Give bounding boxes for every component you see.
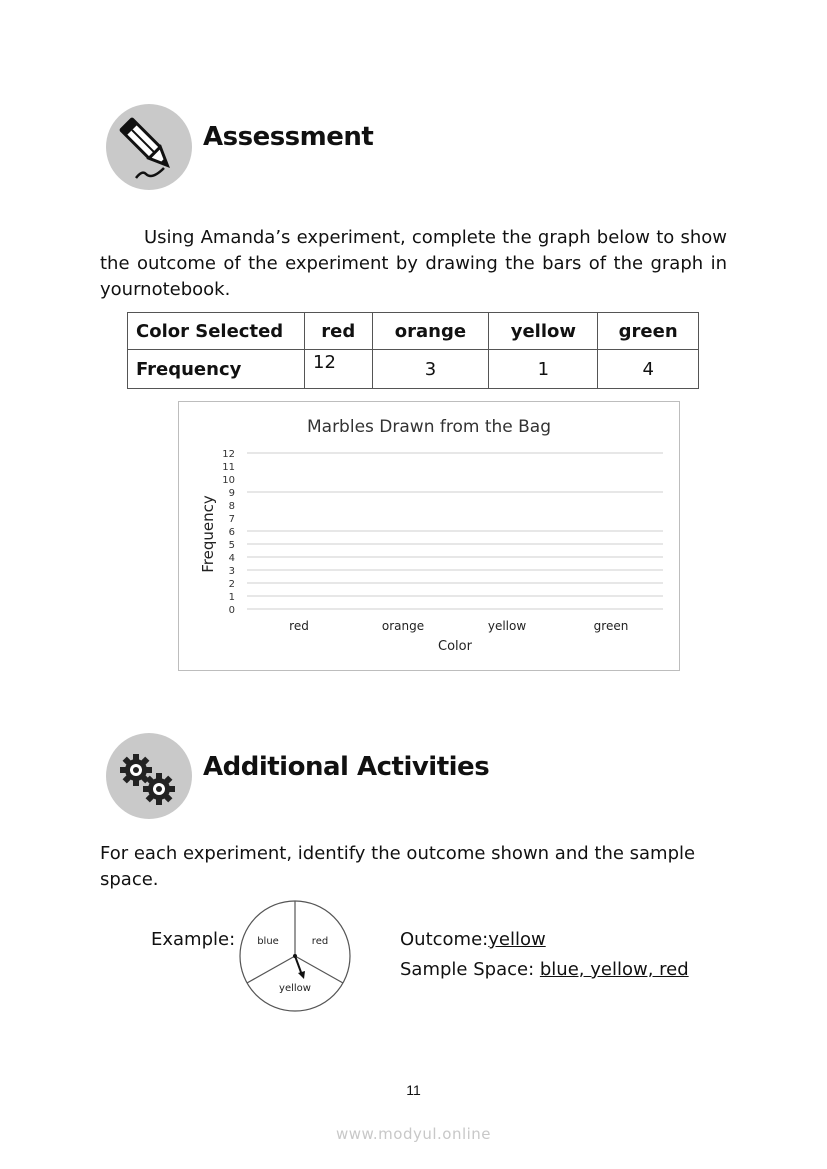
table-header-cell: red xyxy=(305,313,373,350)
chart-ylabel: Frequency xyxy=(199,495,217,573)
table-row-label: Frequency xyxy=(128,350,305,389)
spinner xyxy=(238,899,352,1013)
table-header-label: Color Selected xyxy=(128,313,305,350)
spinner-section-label: blue xyxy=(257,936,279,947)
chart-frame xyxy=(178,401,680,671)
chart-xtick-label: orange xyxy=(381,619,425,633)
table-header-row xyxy=(128,313,699,350)
chart-xlabel: Color xyxy=(438,639,472,654)
chart-ytick-label: 4 xyxy=(228,553,235,564)
activities-icon-circle xyxy=(106,733,192,819)
table-row xyxy=(128,350,699,389)
page-number: 11 xyxy=(406,1082,421,1098)
chart-ytick-label: 7 xyxy=(228,514,235,525)
chart-ytick-label: 9 xyxy=(228,488,235,499)
chart-xtick-label: yellow xyxy=(487,619,527,633)
activities-paragraph: For each experiment, identify the outcome shown and the sample space. xyxy=(100,843,696,890)
table-cell: 12 xyxy=(305,350,373,389)
outcome-line xyxy=(400,929,546,950)
activities-title: Additional Activities xyxy=(203,752,490,782)
spinner-section-label: yellow xyxy=(279,983,311,994)
chart-ytick-label: 3 xyxy=(228,566,235,577)
chart-xtick-label: green xyxy=(593,619,629,633)
spinner-graphic xyxy=(238,899,352,1013)
chart-ytick-label: 2 xyxy=(228,579,235,590)
assessment-title: Assessment xyxy=(203,122,374,152)
chart-ytick-label: 0 xyxy=(228,605,235,616)
sample-space-line xyxy=(400,959,689,980)
watermark: www.modyul.online xyxy=(335,1125,492,1143)
chart-ytick-label: 8 xyxy=(228,501,235,512)
chart-ytick-label: 5 xyxy=(228,540,235,551)
chart-xtick-label: red xyxy=(289,619,309,633)
table-cell: 4 xyxy=(598,350,699,389)
assessment-icon-circle xyxy=(106,104,192,190)
bar-chart xyxy=(179,402,679,670)
table-header-cell: orange xyxy=(372,313,489,350)
assessment-paragraph: Using Amanda’s experiment, complete the graph below to show the outcome of the experiment by drawing the bars of the graph in yournotebook. xyxy=(100,227,727,300)
table-header-cell: yellow xyxy=(489,313,598,350)
sample-space-value: blue, yellow, red xyxy=(539,959,689,980)
chart-ytick-label: 1 xyxy=(228,592,235,603)
spinner-section-label: red xyxy=(311,936,329,947)
gears-icon xyxy=(106,733,192,819)
pencil-icon xyxy=(106,104,192,190)
chart-ytick-label: 12 xyxy=(222,449,235,460)
table-cell: 1 xyxy=(489,350,598,389)
example-label: Example: xyxy=(151,929,236,950)
outcome-value: yellow xyxy=(488,929,546,950)
table-cell: 3 xyxy=(372,350,489,389)
chart-ytick-label: 10 xyxy=(222,475,235,486)
sample-space-label: Sample Space: xyxy=(400,959,535,980)
outcome-label: Outcome: xyxy=(400,929,489,950)
chart-ytick-label: 6 xyxy=(228,527,235,538)
chart-ytick-label: 11 xyxy=(222,462,235,473)
chart-title: Marbles Drawn from the Bag xyxy=(306,417,552,437)
frequency-table xyxy=(127,312,699,389)
table-header-cell: green xyxy=(598,313,699,350)
